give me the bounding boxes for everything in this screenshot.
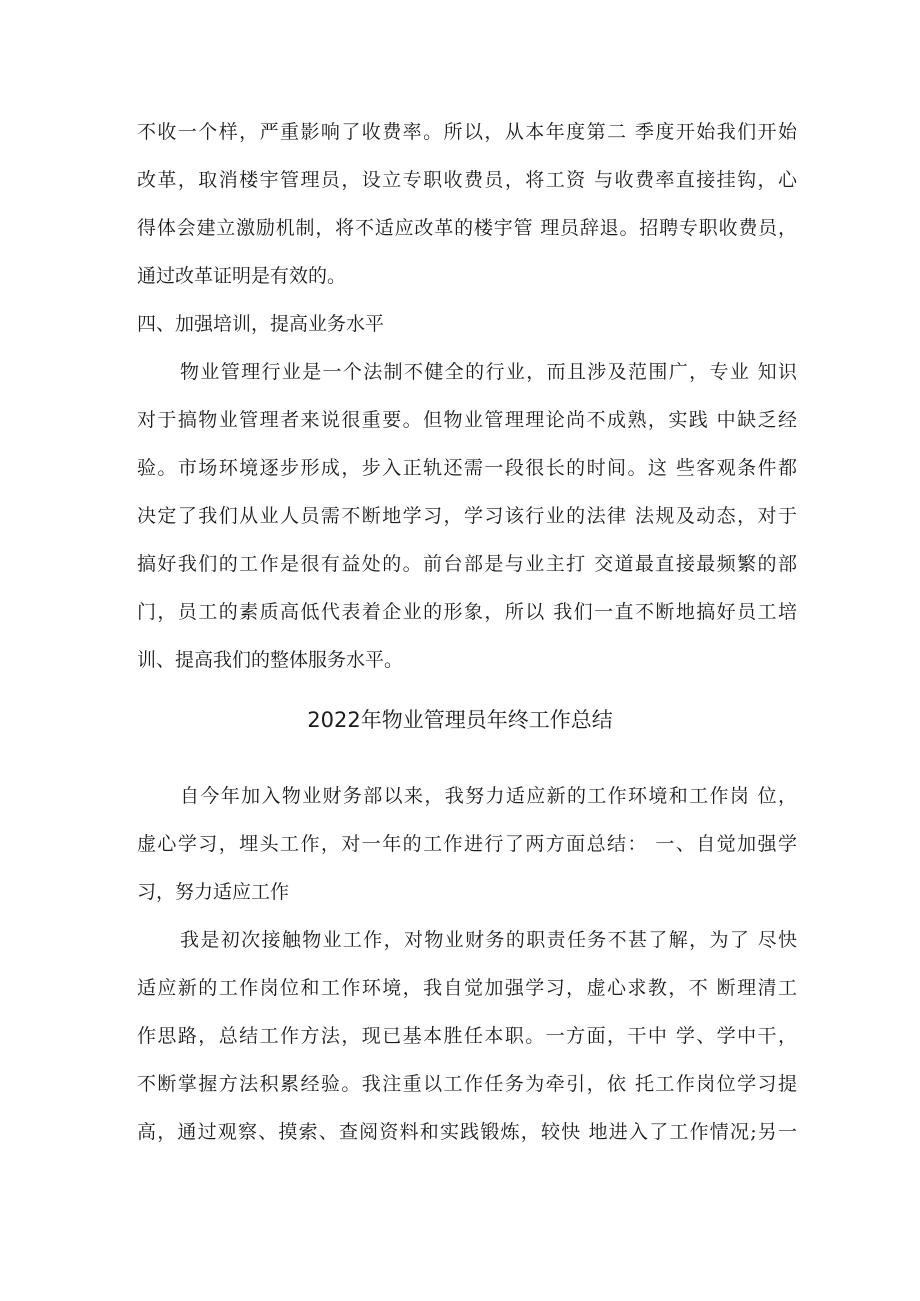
paragraph-2-line-5: 搞好我们的工作是很有益处的。前台部是与业主打 交道最直接最频繁的部 bbox=[137, 553, 797, 575]
paragraph-4-line-5: 高，通过观察、摸索、查阅资料和实践锻炼，较快 地进入了工作情况;另一 bbox=[137, 1121, 797, 1143]
paragraph-2-line-3: 验。市场环境逐步形成，步入正轨还需一段很长的时间。这 些客观条件都 bbox=[137, 457, 797, 479]
paragraph-3-line-2: 虚心学习，埋头工作，对一年的工作进行了两方面总结： 一、自觉加强学 bbox=[137, 833, 797, 855]
paragraph-1-line-1: 不收一个样，严重影响了收费率。所以，从本年度第二 季度开始我们开始 bbox=[137, 121, 797, 143]
paragraph-4-line-4: 不断掌握方法积累经验。我注重以工作任务为牵引，依 托工作岗位学习提 bbox=[137, 1073, 797, 1095]
paragraph-1-line-4: 通过改革证明是有效的。 bbox=[137, 265, 347, 287]
section-heading-four: 四、加强培训，提高业务水平 bbox=[137, 313, 385, 335]
paragraph-2-line-7: 训、提高我们的整体服务水平。 bbox=[137, 649, 404, 671]
paragraph-2-line-6: 门，员工的素质高低代表着企业的形象，所以 我们一直不断地搞好员工培 bbox=[137, 601, 797, 623]
paragraph-4-line-1: 我是初次接触物业工作，对物业财务的职责任务不甚了解，为了 尽快 bbox=[180, 929, 797, 951]
paragraph-3-line-1: 自今年加入物业财务部以来，我努力适应新的工作环境和工作岗 位， bbox=[180, 785, 797, 807]
document-title: 2022年物业管理员年终工作总结 bbox=[307, 708, 613, 732]
paragraph-4-line-2: 适应新的工作岗位和工作环境，我自觉加强学习，虚心求教，不 断理清工 bbox=[137, 977, 797, 999]
paragraph-4-line-3: 作思路，总结工作方法，现已基本胜任本职。一方面，干中 学、学中干， bbox=[137, 1025, 797, 1047]
paragraph-2-line-2: 对于搞物业管理者来说很重要。但物业管理理论尚不成熟，实践 中缺乏经 bbox=[137, 409, 797, 431]
paragraph-2-line-1: 物业管理行业是一个法制不健全的行业，而且涉及范围广，专业 知识 bbox=[180, 361, 797, 383]
paragraph-1-line-2: 改革，取消楼宇管理员，设立专职收费员，将工资 与收费率直接挂钩，心 bbox=[137, 169, 797, 191]
paragraph-2-line-4: 决定了我们从业人员需不断地学习，学习该行业的法律 法规及动态，对于 bbox=[137, 505, 797, 527]
paragraph-1-line-3: 得体会建立激励机制，将不适应改革的楼宇管 理员辞退。招聘专职收费员， bbox=[137, 217, 797, 239]
paragraph-3-line-3: 习，努力适应工作 bbox=[137, 881, 290, 903]
